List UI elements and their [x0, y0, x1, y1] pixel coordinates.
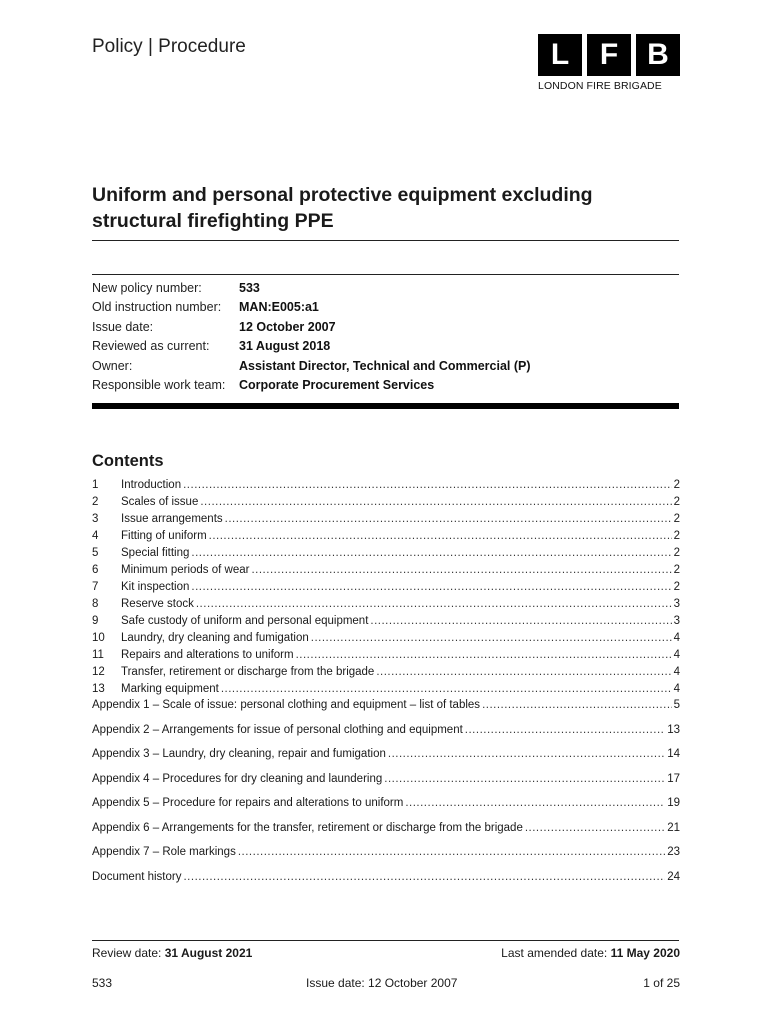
toc-title: Issue arrangements — [121, 513, 223, 525]
last-amended-date — [501, 946, 680, 960]
toc-number: 13 — [92, 683, 105, 695]
toc-page: 13 — [667, 723, 680, 736]
meta-row-owner — [92, 356, 682, 376]
meta-row-old-instruction-number — [92, 298, 682, 318]
toc-title: Kit inspection — [121, 581, 190, 593]
toc-page: 24 — [667, 870, 680, 883]
toc-entry[interactable] — [92, 530, 680, 547]
toc-page: 23 — [667, 846, 680, 858]
toc-page: 21 — [667, 821, 680, 834]
toc-title: Fitting of uniform — [121, 530, 207, 542]
toc-entry[interactable] — [92, 615, 680, 632]
toc-page: 2 — [673, 530, 680, 542]
toc-appendix-entry[interactable] — [92, 724, 680, 749]
toc-page: 3 — [673, 598, 680, 610]
meta-label: Responsible work team: — [92, 378, 226, 393]
logo-letter-l: L — [538, 34, 582, 76]
toc-title: Reserve stock — [121, 598, 194, 610]
last-amended-label: Last amended date: — [501, 946, 608, 960]
contents-appendices — [92, 699, 680, 895]
contents-heading: Contents — [92, 452, 164, 470]
toc-page: 19 — [667, 797, 680, 809]
toc-appendix-entry[interactable] — [92, 871, 680, 896]
toc-page: 14 — [667, 748, 680, 760]
toc-leader — [209, 530, 672, 542]
toc-number: 9 — [92, 615, 99, 627]
toc-title: Appendix 4 – Procedures for dry cleaning and laundering — [92, 772, 383, 785]
toc-page: 4 — [673, 666, 680, 678]
toc-number: 8 — [92, 598, 99, 610]
toc-entry[interactable] — [92, 632, 680, 649]
toc-leader — [370, 615, 671, 627]
toc-title: Appendix 6 – Arrangements for the transfer, retirement or discharge from the brigade — [92, 821, 523, 834]
footer-page-number: 1 of 25 — [643, 976, 680, 990]
toc-leader — [191, 547, 671, 559]
toc-title: Scales of issue — [121, 496, 199, 508]
meta-label: Issue date: — [92, 319, 154, 334]
last-amended-value: 11 May 2020 — [610, 946, 680, 960]
toc-number: 5 — [92, 547, 99, 559]
lfb-logo — [538, 34, 680, 92]
toc-title: Document history — [92, 870, 182, 883]
toc-entry[interactable] — [92, 496, 680, 513]
policy-metadata — [92, 278, 682, 395]
toc-title: Appendix 7 – Role markings — [92, 846, 236, 858]
footer-divider — [92, 940, 679, 941]
toc-number: 2 — [92, 496, 99, 508]
toc-title: Safe custody of uniform and personal equipment — [121, 615, 369, 627]
toc-title: Introduction — [121, 479, 182, 491]
review-date-value: 31 August 2021 — [164, 946, 253, 960]
toc-leader — [465, 724, 665, 736]
toc-page: 2 — [673, 479, 680, 491]
toc-leader — [183, 871, 665, 883]
toc-page: 4 — [673, 649, 680, 661]
toc-leader — [225, 513, 672, 525]
toc-number: 11 — [92, 649, 104, 661]
review-date-label: Review date: — [92, 946, 162, 960]
toc-entry[interactable] — [92, 649, 680, 666]
meta-label: Owner: — [92, 358, 133, 373]
toc-entry[interactable] — [92, 598, 680, 615]
toc-page: 2 — [673, 564, 680, 576]
footer-policy-number: 533 — [92, 976, 113, 990]
toc-number: 6 — [92, 564, 99, 576]
meta-value: 31 August 2018 — [239, 339, 331, 354]
toc-page: 2 — [673, 581, 680, 593]
toc-page: 4 — [673, 683, 680, 695]
footer-issue-date: Issue date: 12 October 2007 — [306, 976, 458, 990]
document-type-label: Policy | Procedure — [92, 36, 246, 57]
toc-entry[interactable] — [92, 564, 680, 581]
footer-dates — [92, 946, 680, 960]
toc-leader — [384, 773, 665, 785]
logo-subtitle: LONDON FIRE BRIGADE — [538, 80, 662, 92]
toc-entry[interactable] — [92, 547, 680, 564]
toc-title: Appendix 3 – Laundry, dry cleaning, repair and fumigation — [92, 748, 386, 760]
toc-entry[interactable] — [92, 479, 680, 496]
meta-row-new-policy-number — [92, 278, 682, 298]
toc-leader — [405, 797, 665, 809]
toc-leader — [388, 748, 665, 760]
meta-value: Assistant Director, Technical and Commercial (P) — [239, 358, 531, 373]
meta-bottom-divider — [92, 403, 679, 409]
toc-title: Special fitting — [121, 547, 190, 559]
toc-leader — [525, 822, 665, 834]
toc-title: Laundry, dry cleaning and fumigation — [121, 632, 309, 644]
meta-label: Reviewed as current: — [92, 339, 210, 354]
toc-number: 4 — [92, 530, 99, 542]
toc-leader — [251, 564, 671, 576]
title-divider — [92, 240, 679, 241]
toc-appendix-entry[interactable] — [92, 846, 680, 871]
document-title: Uniform and personal protective equipment excluding structural firefighting PPE — [92, 184, 593, 232]
toc-leader — [191, 581, 671, 593]
toc-title: Appendix 2 – Arrangements for issue of personal clothing and equipment — [92, 723, 463, 736]
toc-leader — [200, 496, 671, 508]
toc-number: 7 — [92, 581, 99, 593]
logo-letter-b: B — [636, 34, 680, 76]
toc-title: Appendix 5 – Procedure for repairs and alterations to uniform — [92, 797, 404, 809]
toc-leader — [183, 479, 671, 491]
review-date — [92, 946, 252, 960]
meta-top-divider — [92, 274, 679, 275]
toc-appendix-entry[interactable] — [92, 748, 680, 773]
toc-entry[interactable] — [92, 683, 680, 700]
toc-page: 2 — [673, 513, 680, 525]
meta-value: Corporate Procurement Services — [239, 378, 435, 393]
toc-leader — [196, 598, 672, 610]
toc-page: 2 — [673, 496, 680, 508]
toc-title: Transfer, retirement or discharge from the brigade — [121, 666, 375, 678]
toc-number: 3 — [92, 513, 99, 525]
toc-title: Minimum periods of wear — [121, 564, 250, 576]
meta-value: 12 October 2007 — [239, 319, 336, 334]
toc-appendix-entry[interactable] — [92, 773, 680, 798]
toc-leader — [482, 699, 672, 711]
toc-number: 12 — [92, 666, 105, 678]
toc-title: Repairs and alterations to uniform — [121, 649, 294, 661]
meta-value: MAN:E005:a1 — [239, 300, 319, 315]
toc-appendix-entry[interactable] — [92, 699, 680, 724]
meta-label: Old instruction number: — [92, 300, 222, 315]
toc-page: 4 — [673, 632, 680, 644]
toc-leader — [376, 666, 671, 678]
toc-appendix-entry[interactable] — [92, 822, 680, 847]
logo-letters — [538, 34, 680, 76]
meta-row-reviewed-as-current — [92, 337, 682, 357]
logo-letter-f: F — [587, 34, 631, 76]
meta-row-issue-date — [92, 317, 682, 337]
toc-appendix-entry[interactable] — [92, 797, 680, 822]
contents-sections — [92, 479, 680, 700]
toc-entry[interactable] — [92, 581, 680, 598]
toc-page: 2 — [673, 547, 680, 559]
toc-entry[interactable] — [92, 513, 680, 530]
meta-value: 533 — [239, 280, 260, 295]
meta-row-responsible-work-team — [92, 376, 682, 396]
page-footer — [92, 946, 680, 990]
toc-leader — [311, 632, 672, 644]
toc-page: 17 — [667, 772, 680, 785]
toc-leader — [238, 846, 665, 858]
toc-leader — [296, 649, 672, 661]
toc-page: 3 — [673, 615, 680, 627]
toc-number: 10 — [92, 632, 105, 644]
toc-title: Appendix 1 – Scale of issue: personal clothing and equipment – list of tables — [92, 699, 481, 711]
meta-label: New policy number: — [92, 280, 202, 295]
toc-entry[interactable] — [92, 666, 680, 683]
toc-page: 5 — [673, 699, 680, 711]
toc-title: Marking equipment — [121, 683, 219, 695]
toc-number: 1 — [92, 479, 99, 491]
toc-leader — [221, 683, 672, 695]
